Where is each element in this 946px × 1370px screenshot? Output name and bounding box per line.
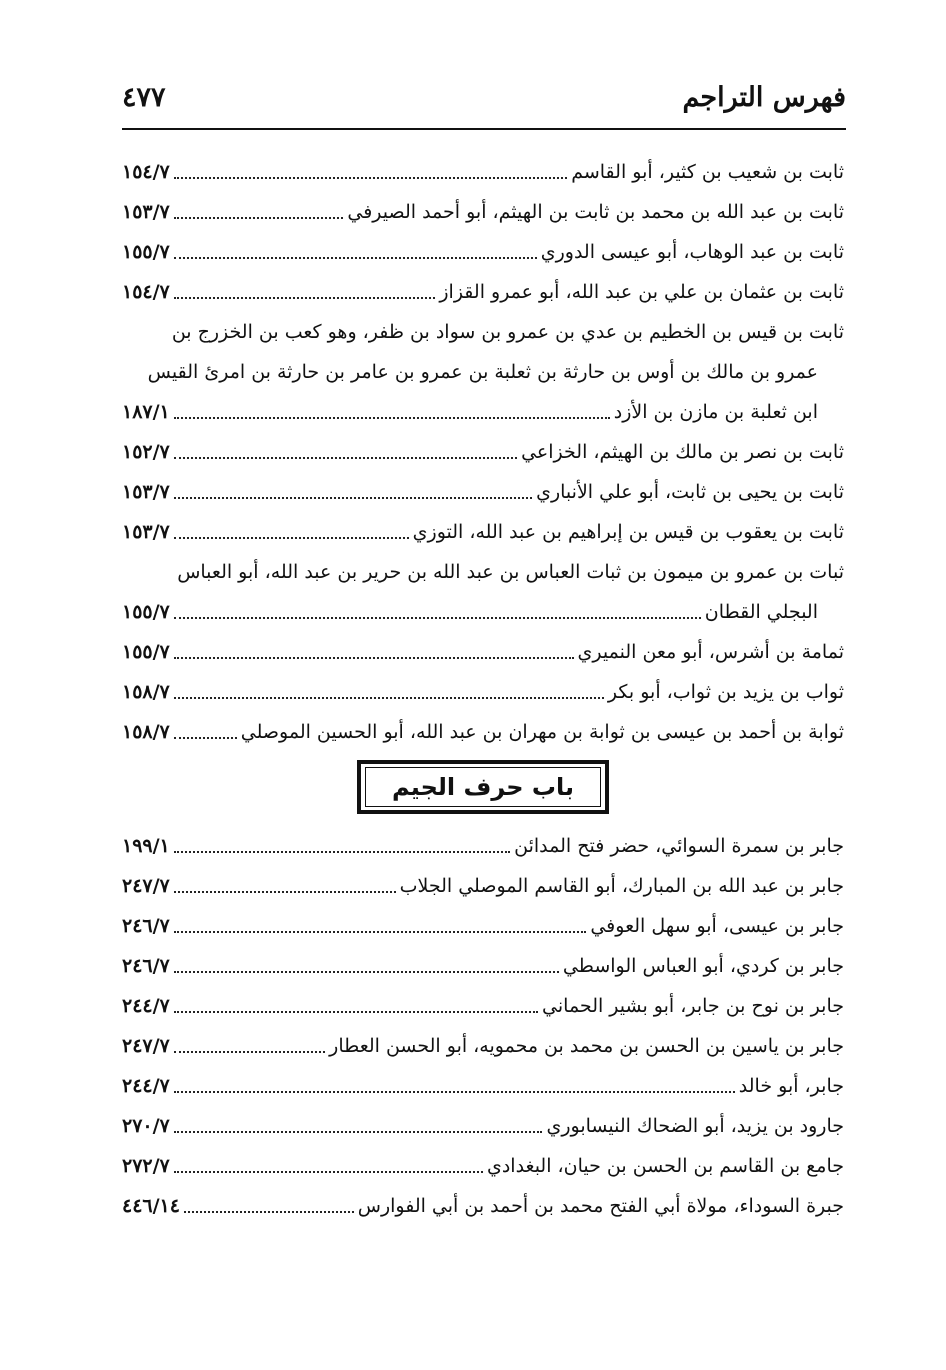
entry-name: جابر بن عبد الله بن المبارك، أبو القاسم الموصلي الجلاب [399, 875, 844, 897]
page-number: ٤٧٧ [122, 82, 166, 113]
entry-name: ثوابة بن أحمد بن عيسى بن ثوابة بن مهران بن عبد الله، أبو الحسين الموصلي [240, 721, 844, 743]
index-entry [122, 232, 844, 272]
entry-name-line-1: ثبات بن عمرو بن ميمون بن ثبات العباس بن عبد الله بن حرير بن عبد الله، أبو العباس [177, 561, 844, 583]
dot-leader [174, 1051, 325, 1053]
volume-page-ref: ١٨٧/١ [122, 401, 170, 423]
entry-name: ثابت بن يحيى بن ثابت، أبو علي الأنباري [536, 481, 844, 503]
dot-leader [174, 417, 610, 419]
section-heading-frame [357, 760, 609, 814]
index-entry [122, 392, 844, 432]
index-entry-line [122, 552, 844, 592]
entry-name: جامع بن القاسم بن الحسن بن حيان، البغدادي [486, 1155, 844, 1177]
dot-leader [174, 537, 409, 539]
entry-name: ثابت بن عثمان بن علي بن عبد الله، أبو عمرو القزاز [439, 281, 844, 303]
index-entry [122, 472, 844, 512]
index-entry [122, 826, 844, 866]
entry-name-line-1: ثابت بن قيس بن الخطيم بن عدي بن عمرو بن سواد بن ظفر، وهو كعب بن الخزرج بن [171, 321, 844, 343]
dot-leader [174, 1011, 538, 1013]
dot-leader [174, 617, 701, 619]
dot-leader [174, 217, 344, 219]
dot-leader [174, 737, 237, 739]
section-heading-title: باب حرف الجيم [365, 767, 601, 807]
volume-page-ref: ٢٧٠/٧ [122, 1115, 170, 1137]
index-entry [122, 592, 844, 632]
index-entry [122, 192, 844, 232]
entry-name: جابر بن كردي، أبو العباس الواسطي [562, 955, 844, 977]
section-heading [122, 756, 844, 818]
biography-index-list [122, 152, 844, 1226]
dot-leader [174, 1171, 483, 1173]
index-entry-line [122, 312, 844, 352]
dot-leader [174, 851, 510, 853]
index-entry-line [122, 352, 844, 392]
volume-page-ref: ١٥٣/٧ [122, 521, 170, 543]
header-rule [122, 128, 846, 130]
volume-page-ref: ١٥٣/٧ [122, 201, 170, 223]
volume-page-ref: ١٥٥/٧ [122, 601, 170, 623]
dot-leader [174, 457, 517, 459]
index-entry [122, 432, 844, 472]
entry-name: جبرة السوداء، مولاة أبي الفتح محمد بن أحمد بن أبي الفوارس [357, 1195, 844, 1217]
dot-leader [174, 1131, 543, 1133]
volume-page-ref: ١٥٥/٧ [122, 641, 170, 663]
entry-name: جارود بن يزيد، أبو الضحاك النيسابوري [546, 1115, 844, 1137]
page-header [122, 78, 846, 122]
index-entry [122, 1106, 844, 1146]
volume-page-ref: ٢٤٦/٧ [122, 955, 170, 977]
entry-name: جابر، أبو خالد [738, 1075, 844, 1097]
dot-leader [174, 1091, 735, 1093]
volume-page-ref: ٢٤٧/٧ [122, 1035, 170, 1057]
dot-leader [184, 1211, 354, 1213]
volume-page-ref: ١٥٥/٧ [122, 241, 170, 263]
entry-name: ثمامة بن أشرس، أبو معن النميري [577, 641, 844, 663]
entry-name-line-3: ابن ثعلبة بن مازن بن الأزد [613, 401, 818, 423]
index-entry [122, 1186, 844, 1226]
volume-page-ref: ٢٤٧/٧ [122, 875, 170, 897]
volume-page-ref: ١٩٩/١ [122, 835, 170, 857]
running-title: فهرس التراجم [682, 82, 846, 113]
entry-name: ثابت بن شعيب بن كثير، أبو القاسم [571, 161, 844, 183]
dot-leader [174, 657, 574, 659]
index-entry [122, 632, 844, 672]
entry-name: ثابت بن عبد الوهاب، أبو عيسى الدوري [540, 241, 844, 263]
dot-leader [174, 971, 559, 973]
index-entry [122, 906, 844, 946]
entry-name-line-2: البجلي القطان [704, 601, 818, 623]
index-entry [122, 672, 844, 712]
dot-leader [174, 177, 567, 179]
volume-page-ref: ٢٤٦/٧ [122, 915, 170, 937]
volume-page-ref: ٢٤٤/٧ [122, 1075, 170, 1097]
index-entry [122, 272, 844, 312]
entry-name: جابر بن نوح بن جابر، أبو بشير الحماني [542, 995, 844, 1017]
dot-leader [174, 297, 436, 299]
index-entry [122, 1066, 844, 1106]
dot-leader [174, 697, 604, 699]
dot-leader [174, 891, 396, 893]
index-entry [122, 1026, 844, 1066]
dot-leader [174, 257, 537, 259]
volume-page-ref: ٢٧٢/٧ [122, 1155, 170, 1177]
index-entry [122, 866, 844, 906]
volume-page-ref: ١٥٨/٧ [122, 721, 170, 743]
index-entry [122, 512, 844, 552]
volume-page-ref: ١٥٤/٧ [122, 161, 170, 183]
index-entry [122, 152, 844, 192]
entry-name: جابر بن عيسى، أبو سهل العوفي [590, 915, 844, 937]
index-entry [122, 1146, 844, 1186]
index-entry [122, 712, 844, 752]
volume-page-ref: ١٥٤/٧ [122, 281, 170, 303]
dot-leader [174, 497, 532, 499]
dot-leader [174, 931, 587, 933]
index-entry [122, 946, 844, 986]
entry-name: ثابت بن نصر بن مالك بن الهيثم، الخزاعي [521, 441, 844, 463]
volume-page-ref: ١٥٨/٧ [122, 681, 170, 703]
entry-name: جابر بن سمرة السوائي، حضر فتح المدائن [514, 835, 844, 857]
entry-name-line-2: عمرو بن مالك بن أوس بن حارثة بن ثعلبة بن عمرو بن عامر بن حارثة بن امرئ القيس [147, 361, 818, 383]
volume-page-ref: ١٥٢/٧ [122, 441, 170, 463]
volume-page-ref: ٤٤٦/١٤ [122, 1195, 180, 1217]
volume-page-ref: ٢٤٤/٧ [122, 995, 170, 1017]
entry-name: جابر بن ياسين بن الحسن بن محمد بن محمويه، أبو الحسن العطار [329, 1035, 844, 1057]
index-entry [122, 986, 844, 1026]
entry-name: ثابت بن يعقوب بن قيس بن إبراهيم بن عبد الله، التوزي [412, 521, 844, 543]
entry-name: ثواب بن يزيد بن ثواب، أبو بكر [607, 681, 844, 703]
entry-name: ثابت بن عبد الله بن محمد بن ثابت بن الهيثم، أبو أحمد الصيرفي [347, 201, 844, 223]
volume-page-ref: ١٥٣/٧ [122, 481, 170, 503]
